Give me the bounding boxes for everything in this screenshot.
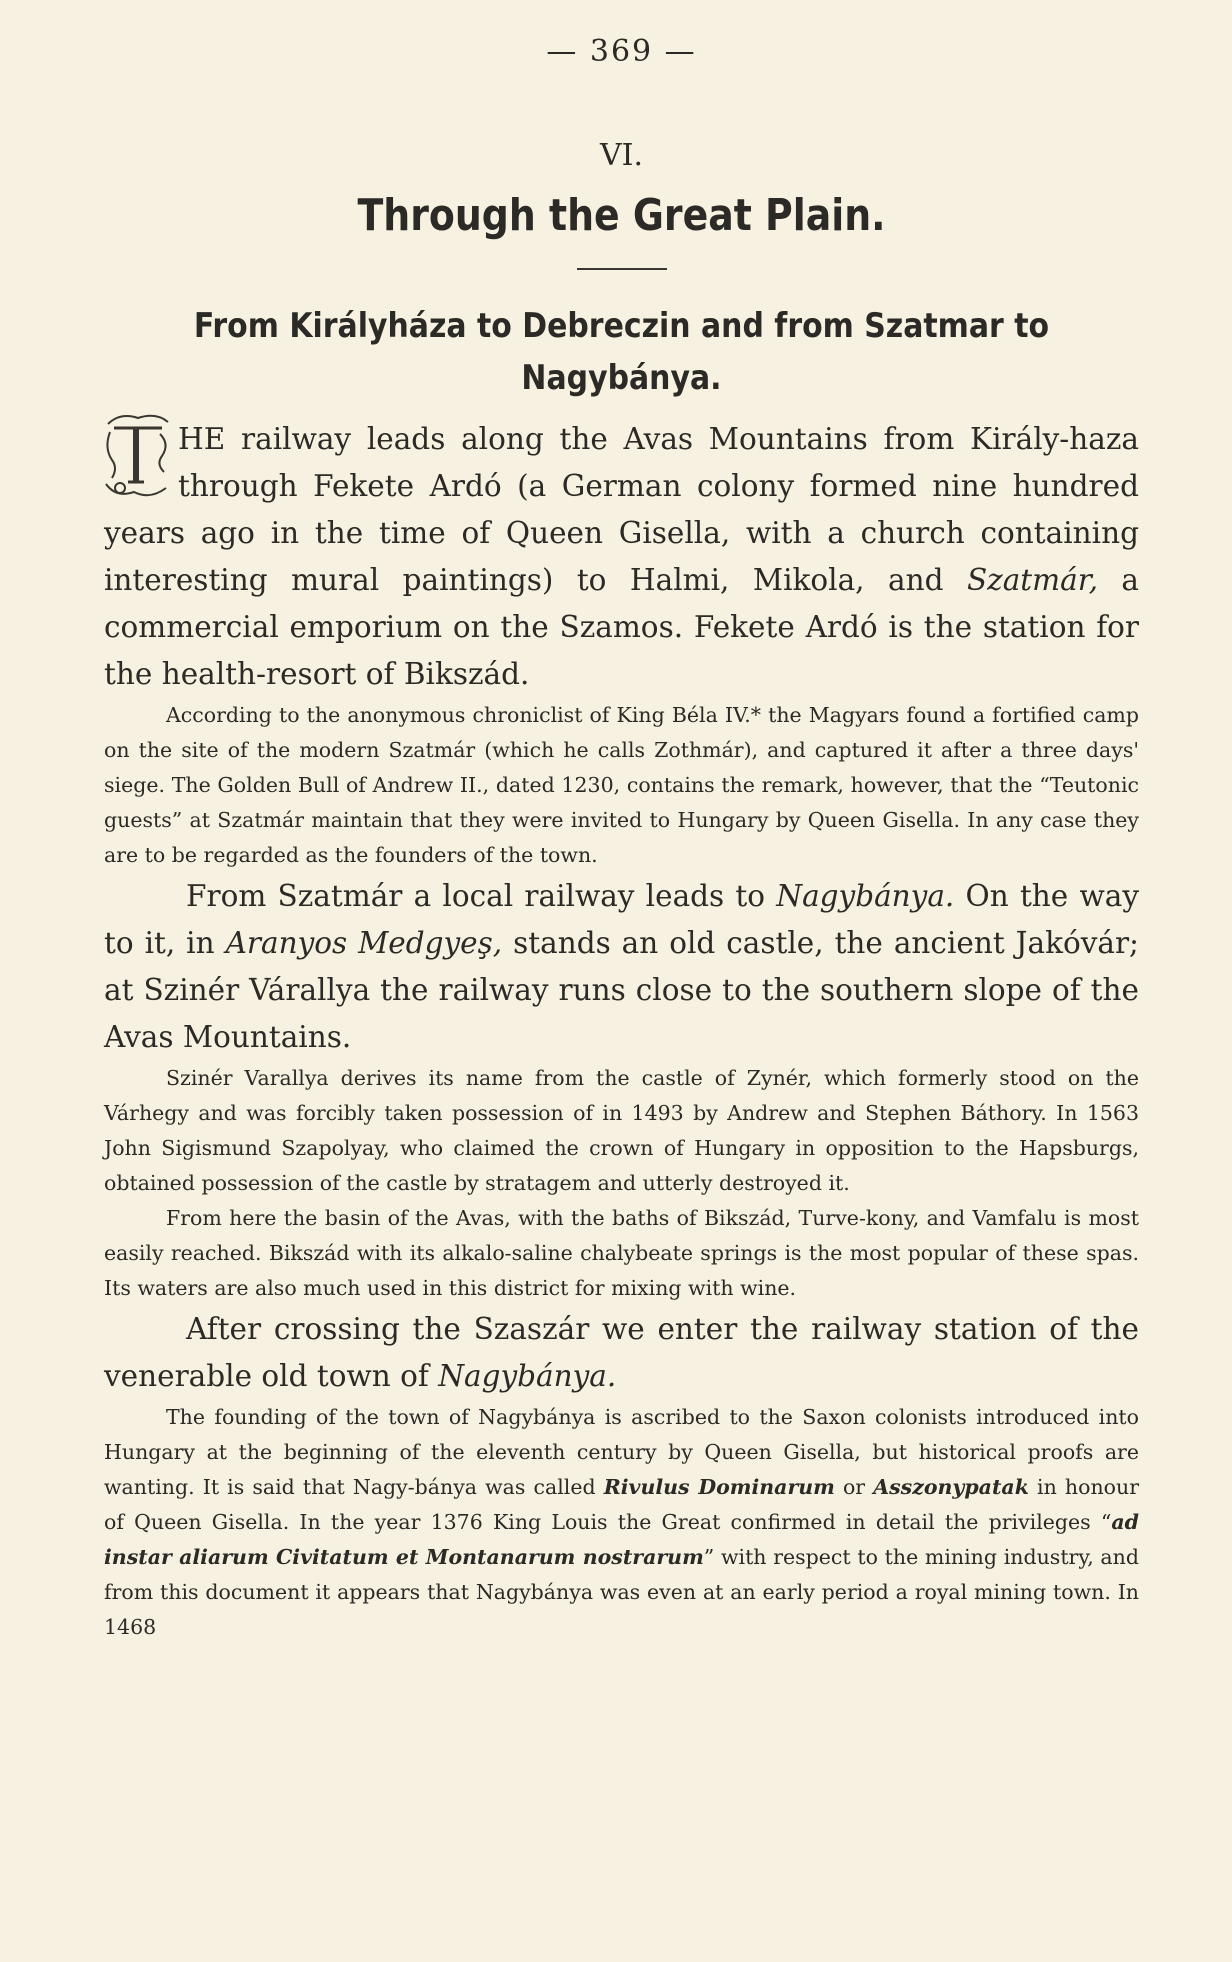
chapter-number: VI. [599,138,644,173]
note-4-text-d: ” with respect to the mining industry, and from this document it appears that Nagybánya was even at an early period a royal mining town. In 1468 [104,1545,1139,1639]
section-title-line1: From Királyháza to Debreczin and from Szatmar to [193,306,1050,346]
paragraph-2-text-a: From Szatmár a local railway leads to [186,879,777,913]
paragraph-1-text-a: HE railway leads along the Avas Mountains from Király-haza through Fekete Ardó (a German colony formed nine hundred years ago in the time of Queen Gisella, with a church containing interesting mural paintings) to Halmi, Mikola, and [104,422,1139,597]
section-title [166,300,1077,404]
ornamental-initial [100,408,174,502]
note-4-italic-c: ad instar aliarum Civitatum et Montanarum nostrarum [104,1510,1139,1569]
note-4-italic-a: Rivulus Dominarum [603,1475,835,1499]
paragraph-3-text: After crossing the Szaszár we enter the railway station of the venerable old town of [104,1312,1139,1393]
page-number: — 369 — [546,34,697,69]
section-title-line2: Nagybánya. [521,358,722,398]
note-2: Szinér Varallya derives its name from the castle of Zynér, which formerly stood on the Várhegy and was forcibly taken possession of in 1493 by Andrew and Stephen Báthory. In 1563 John Sigismund Szapolyay, who claimed the crown of Hungary in opposition to the Hapsburgs, obtained possession of the castle by stratagem and utterly destroyed it. [104,1066,1139,1195]
title-divider [577,268,667,270]
paragraph-3-italic: Nagybánya. [438,1359,617,1393]
paragraph-2-italic-b: Aranyos Medgyeş, [225,926,503,960]
ornamental-initial-graphic [100,408,174,502]
paragraph-1-text-b: a commercial emporium on the Szamos. Fekete Ardó is the station for the health-resort of Bikszád. [104,563,1139,691]
note-1: According to the anonymous chroniclist of King Béla IV.* the Magyars found a fortified camp on the site of the modern Szatmár (which he calls Zothmár), and captured it after a three days' siege. The Golden Bull of Andrew II., dated 1230, contains the remark, however, that the “Teutonic guests” at Szatmár maintain that they were invited to Hungary by Queen Gisella. In any case they are to be regarded as the founders of the town. [104,703,1139,867]
note-3: From here the basin of the Avas, with the baths of Bikszád, Turve-kony, and Vamfalu is most easily reached. Bikszád with its alkalo-saline chalybeate springs is the most popular of these spas. Its waters are also much used in this district for mixing with wine. [104,1206,1139,1300]
note-4-text-b: or [834,1475,874,1499]
paragraph-1-italic: Szatmár, [966,563,1098,597]
note-4-text-a: The founding of the town of Nagybánya is ascribed to the Saxon colonists introduced into Hungary at the beginning of the eleventh century by Queen Gisella, but historical proofs are wanting. It is said that Nagy-bánya was called [104,1405,1139,1499]
paragraph-1 [104,416,1139,698]
paragraph-2-text-c: stands an old castle, the ancient Jakóvár; at Szinér Várallya the railway runs close to the southern slope of the Avas Mountains. [104,926,1139,1054]
note-4-italic-b: Asszonypatak [873,1475,1029,1499]
note-4-text-c: in honour of Queen Gisella. In the year 1376 King Louis the Great confirmed in detail the privileges “ [104,1475,1139,1534]
chapter-title: Through the Great Plain. [357,190,886,241]
paragraph-2 [104,873,1139,1061]
paragraph-2-italic-a: Nagybánya. [776,879,955,913]
paragraph-3 [104,1306,1139,1400]
document-page [104,30,1139,1645]
note-4 [104,1400,1139,1645]
dropcap-letter: T [133,461,139,470]
paragraph-2-text-b: On the way to it, in [104,879,1139,960]
